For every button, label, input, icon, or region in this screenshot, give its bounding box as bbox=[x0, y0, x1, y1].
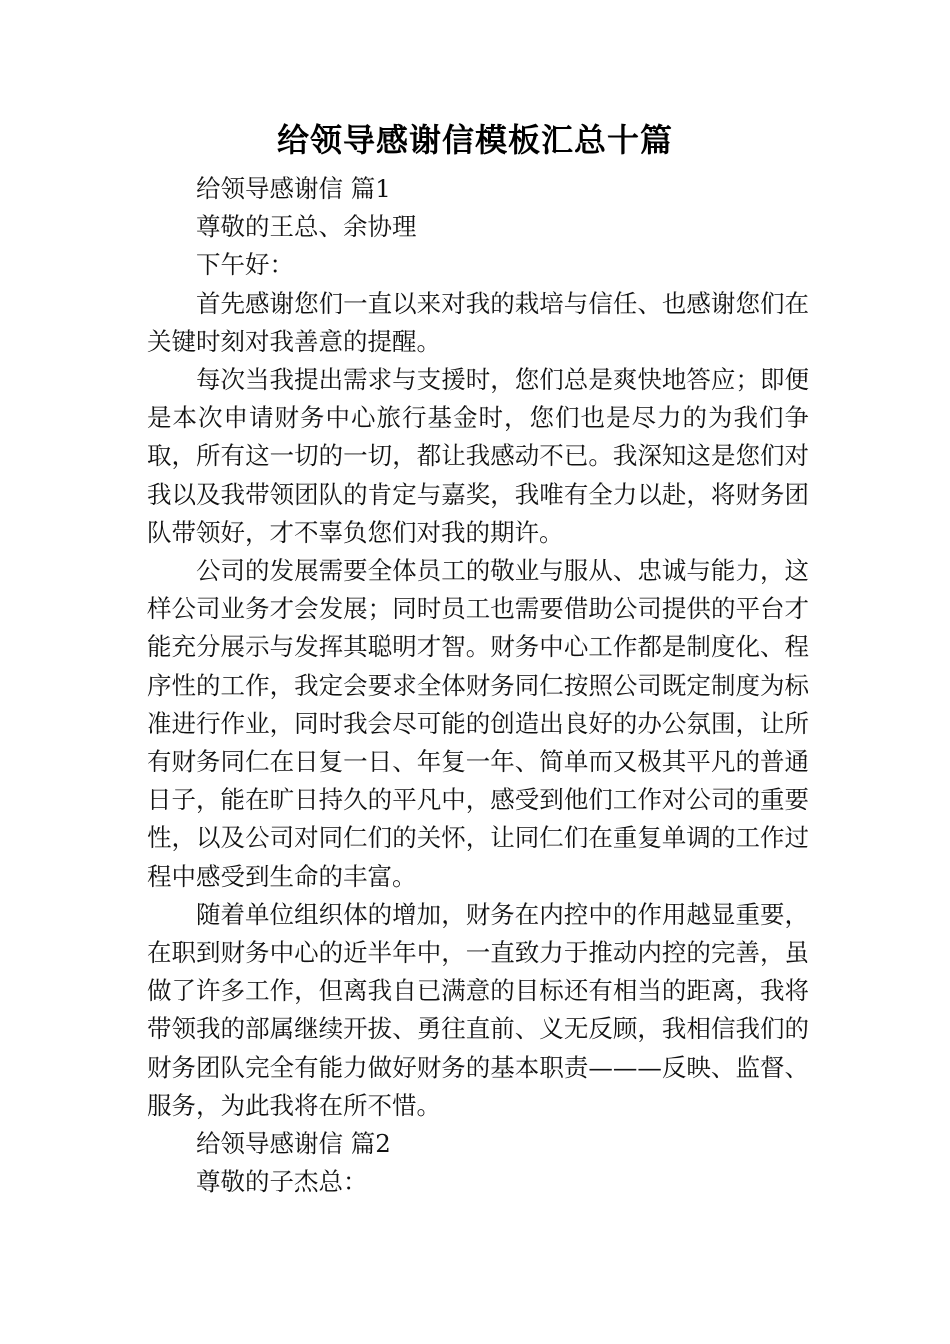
body-paragraph: 随着单位组织体的增加，财务在内控中的作用越显重要，在职到财务中心的近半年中，一直致力于推动内控的完善，虽做了许多工作，但离我自已满意的目标还有相当的距离，我将带领我的部属继续开拔、勇往直前、义无反顾，我相信我们的财务团队完全有能力做好财务的基本职责———反映、监督、服务，为此我将在所不惜。 bbox=[147, 899, 809, 1120]
section-heading: 给领导感谢信 篇1 bbox=[196, 174, 391, 203]
document-body bbox=[147, 170, 809, 1201]
salutation: 尊敬的子杰总： bbox=[196, 1167, 368, 1197]
section-heading: 给领导感谢信 篇2 bbox=[196, 1129, 391, 1159]
salutation: 尊敬的王总、余协理 bbox=[196, 212, 417, 242]
body-paragraph: 首先感谢您们一直以来对我的栽培与信任、也感谢您们在关键时刻对我善意的提醒。 bbox=[147, 288, 809, 356]
greeting: 下午好： bbox=[196, 250, 294, 280]
body-paragraph: 公司的发展需要全体员工的敬业与服从、忠诚与能力，这样公司业务才会发展；同时员工也需要借助公司提供的平台才能充分展示与发挥其聪明才智。财务中心工作都是制度化、程序性的工作，我定会要求全体财务同仁按照公司既定制度为标准进行作业，同时我会尽可能的创造出良好的办公氛围，让所有财务同仁在日复一日、年复一年、简单而又极其平凡的普通日子，能在旷日持久的平凡中，感受到他们工作对公司的重要性，以及公司对同仁们的关怀，让同仁们在重复单调的工作过程中感受到生命的丰富。 bbox=[147, 556, 809, 891]
document-title: 给领导感谢信模板汇总十篇 bbox=[276, 121, 673, 159]
body-paragraph: 每次当我提出需求与支援时，您们总是爽快地答应；即便是本次申请财务中心旅行基金时，您们也是尽力的为我们争取，所有这一切的一切，都让我感动不已。我深知这是您们对我以及我带领团队的肯定与嘉奖，我唯有全力以赴，将财务团队带领好，才不辜负您们对我的期许。 bbox=[147, 365, 809, 547]
